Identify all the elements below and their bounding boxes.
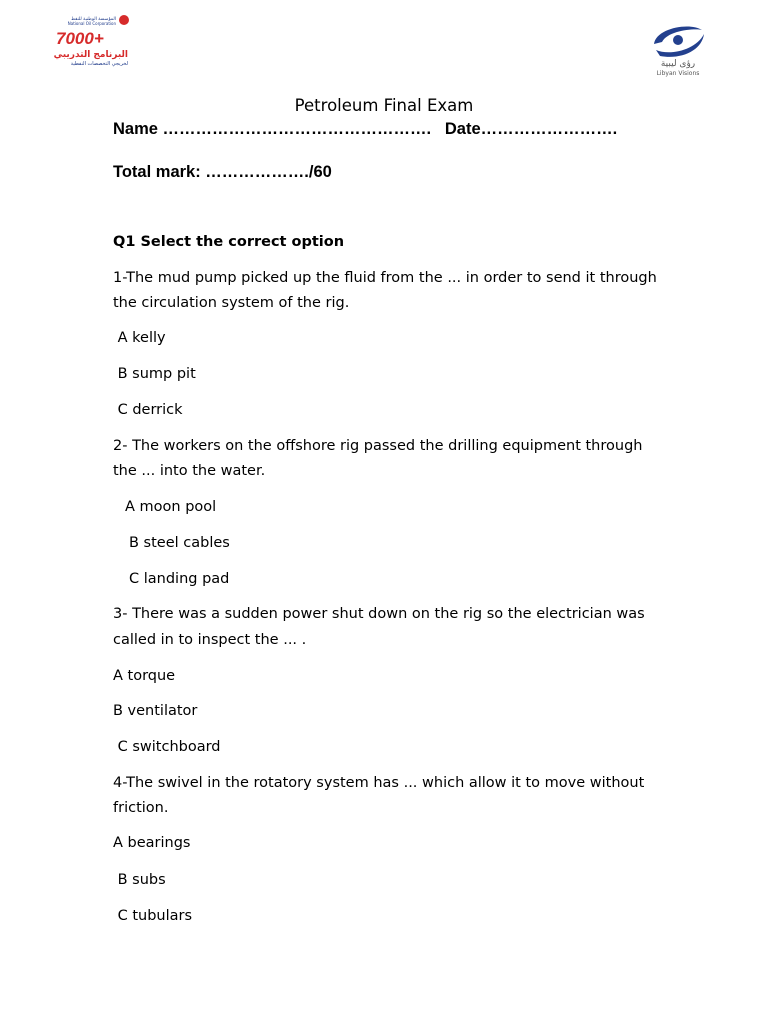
name-date-line: Name …………………………………………. Date……………………. xyxy=(113,120,618,138)
question-1-option-b: B sump pit xyxy=(113,366,196,382)
question-2-stem-line-1: 2- The workers on the offshore rig passed the drilling equipment through xyxy=(113,438,643,454)
question-4-stem-line-2: friction. xyxy=(113,800,169,816)
question-3-option-a: A torque xyxy=(113,668,176,684)
svg-text:المؤسسة الوطنية للنفط: المؤسسة الوطنية للنفط xyxy=(70,17,116,22)
section-heading: Q1 Select the correct option xyxy=(113,234,345,250)
question-1-stem-line-1: 1-The mud pump picked up the fluid from the ... in order to send it through xyxy=(113,270,657,286)
question-3-stem-line-1: 3- There was a sudden power shut down on the rig so the electrician was xyxy=(113,606,645,622)
exam-title: Petroleum Final Exam xyxy=(294,96,474,115)
svg-text:7000+: 7000+ xyxy=(56,29,104,48)
question-4-stem-line-1: 4-The swivel in the rotatory system has ... which allow it to move without xyxy=(113,775,645,791)
question-4-option-a: A bearings xyxy=(113,835,191,851)
question-1-option-a: A kelly xyxy=(113,330,166,346)
question-1-stem-line-2: the circulation system of the rig. xyxy=(113,295,350,311)
svg-text:Libyan Visions: Libyan Visions xyxy=(656,70,700,77)
question-2-option-a: A moon pool xyxy=(125,499,217,515)
question-3-stem-line-2: called in to inspect the ... . xyxy=(113,632,307,648)
question-4-option-c: C tubulars xyxy=(113,908,193,924)
libyan-visions-logo xyxy=(646,20,710,80)
svg-text:National Oil Corporation: National Oil Corporation xyxy=(67,21,116,26)
total-mark-line: Total mark: ………………./60 xyxy=(113,163,332,181)
national-oil-corporation-logo xyxy=(50,14,132,70)
svg-text:لخريجي التخصصات النفطية: لخريجي التخصصات النفطية xyxy=(70,61,128,67)
question-2-option-c: C landing pad xyxy=(129,571,230,587)
question-1-option-c: C derrick xyxy=(113,402,183,418)
question-3-option-c: C switchboard xyxy=(113,739,221,755)
question-3-option-b: B ventilator xyxy=(113,703,198,719)
svg-text:رؤى ليبية: رؤى ليبية xyxy=(660,59,696,69)
question-4-option-b: B subs xyxy=(113,872,166,888)
svg-text:البرنامج التدريبي: البرنامج التدريبي xyxy=(53,50,128,60)
question-2-option-b: B steel cables xyxy=(129,535,230,551)
question-2-stem-line-2: the ... into the water. xyxy=(113,463,266,479)
